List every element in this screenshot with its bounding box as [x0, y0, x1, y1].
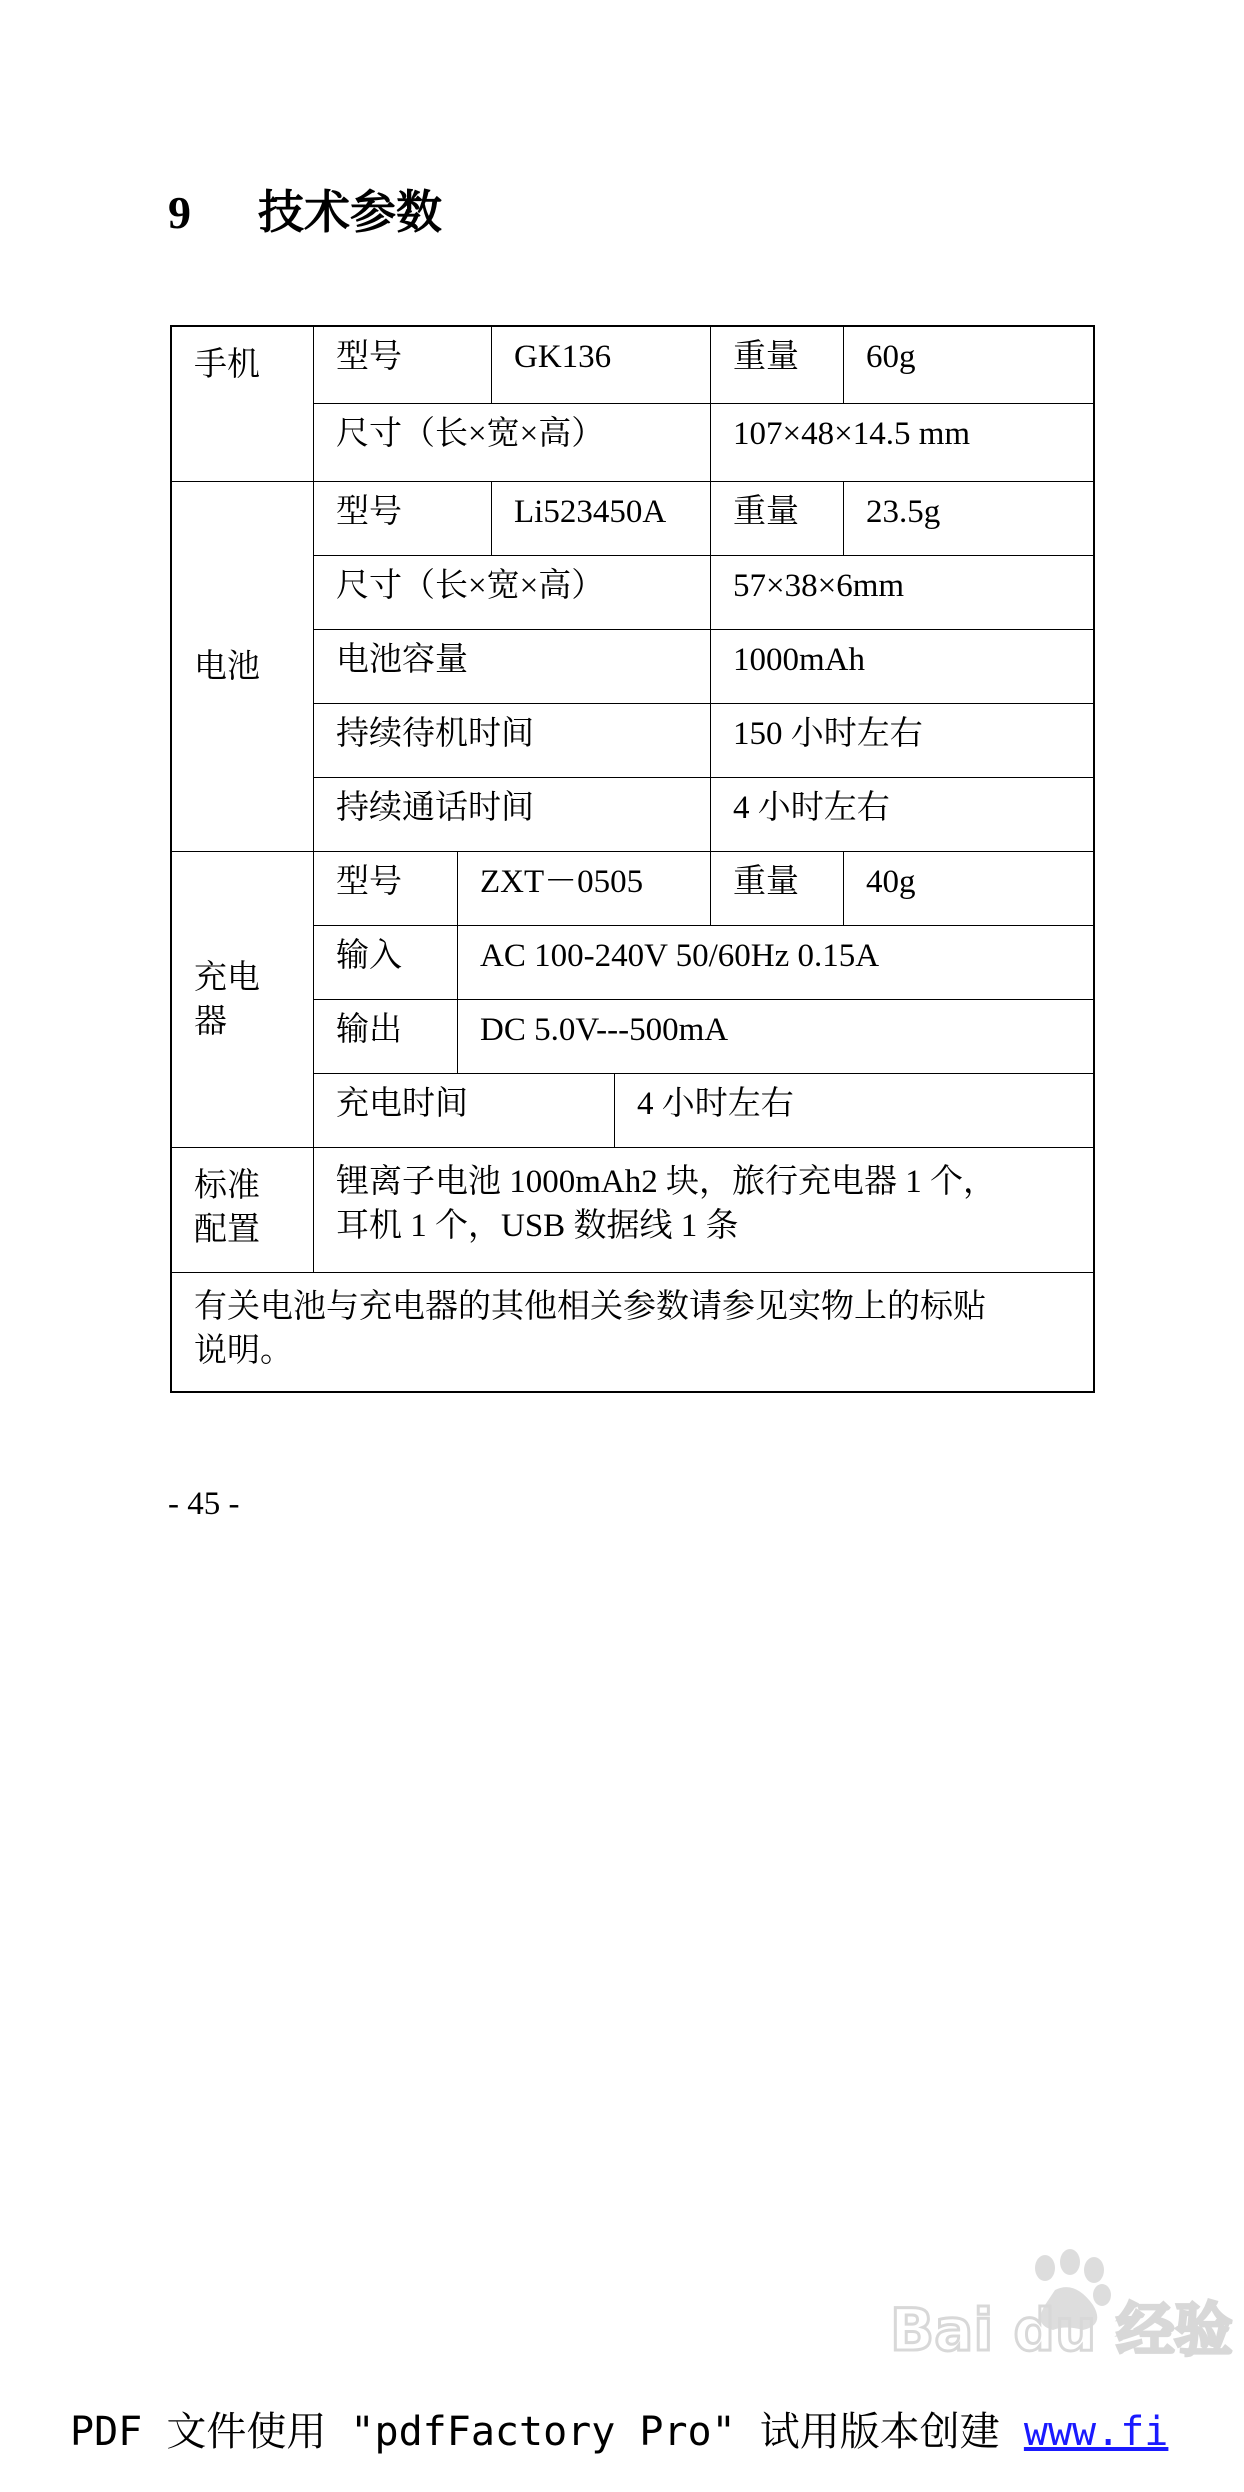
battery-label: 电池	[172, 482, 314, 851]
battery-talk-label: 持续通话时间	[336, 790, 534, 826]
battery-model-value: Li523450A	[491, 482, 710, 555]
standard-content	[314, 1148, 1093, 1272]
charger-time-label: 充电时间	[336, 1086, 468, 1122]
note-line1: 有关电池与充电器的其他相关参数请参见实物上的标贴	[194, 1289, 986, 1325]
note-row	[172, 1272, 1093, 1391]
charger-label-line2: 器	[194, 1003, 227, 1040]
charger-input-label: 输入	[336, 938, 402, 974]
watermark-brand: Bai du 经验	[890, 2296, 1233, 2364]
charger-input-value: AC 100-240V 50/60Hz 0.15A	[457, 926, 1093, 999]
phone-weight-label: 重量	[710, 327, 843, 403]
charger-model-value: ZXT－0505	[457, 852, 710, 925]
battery-weight-label: 重量	[710, 482, 843, 555]
charger-output-value: DC 5.0V---500mA	[457, 1000, 1093, 1073]
standard-content-line1: 锂离子电池 1000mAh2 块，旅行充电器 1 个，	[336, 1164, 996, 1200]
pdf-footer-text: PDF 文件使用 "pdfFactory Pro" 试用版本创建	[70, 2409, 1024, 2455]
standard-row	[172, 1147, 1093, 1272]
battery-talk-value: 4 小时左右	[710, 778, 1093, 851]
battery-standby-label: 持续待机时间	[336, 716, 534, 752]
phone-model-label: 型号	[336, 339, 402, 375]
battery-size-label: 尺寸（长×宽×高）	[336, 568, 605, 604]
battery-capacity-label: 电池容量	[336, 642, 468, 678]
battery-weight-value: 23.5g	[843, 482, 1093, 555]
standard-label-line1: 标准	[194, 1168, 260, 1204]
charger-label-line1: 充电	[194, 959, 260, 996]
charger-output-label: 输出	[336, 1012, 402, 1048]
charger-row	[172, 851, 1093, 1147]
pdf-footer-link[interactable]: www.fi	[1023, 2409, 1169, 2455]
phone-size-value: 107×48×14.5 mm	[710, 404, 1093, 481]
spec-table	[170, 325, 1095, 1393]
section-heading	[168, 176, 442, 242]
phone-size-label: 尺寸（长×宽×高）	[336, 416, 605, 452]
standard-label	[172, 1148, 314, 1272]
battery-model-label: 型号	[336, 494, 402, 530]
charger-model-label: 型号	[336, 864, 402, 900]
note-line2: 说明。	[194, 1333, 293, 1369]
phone-row	[172, 327, 1093, 481]
charger-label	[172, 852, 314, 1147]
battery-capacity-value: 1000mAh	[710, 630, 1093, 703]
battery-row	[172, 481, 1093, 851]
standard-content-line2: 耳机 1 个，USB 数据线 1 条	[336, 1208, 739, 1244]
pdf-footer	[70, 2400, 1168, 2457]
section-number: 9	[168, 187, 191, 238]
baidu-watermark-logo	[880, 2250, 1233, 2370]
battery-size-value: 57×38×6mm	[710, 556, 1093, 629]
section-title: 技术参数	[258, 187, 442, 238]
phone-weight-value: 60g	[843, 327, 1093, 403]
page-number: - 45 -	[168, 1486, 240, 1522]
note-content	[172, 1273, 1093, 1391]
battery-standby-value: 150 小时左右	[710, 704, 1093, 777]
charger-time-value: 4 小时左右	[614, 1074, 1093, 1147]
charger-weight-label: 重量	[710, 852, 843, 925]
phone-model-value: GK136	[491, 327, 710, 403]
charger-weight-value: 40g	[843, 852, 1093, 925]
phone-label: 手机	[172, 327, 314, 481]
standard-label-line2: 配置	[194, 1212, 260, 1248]
